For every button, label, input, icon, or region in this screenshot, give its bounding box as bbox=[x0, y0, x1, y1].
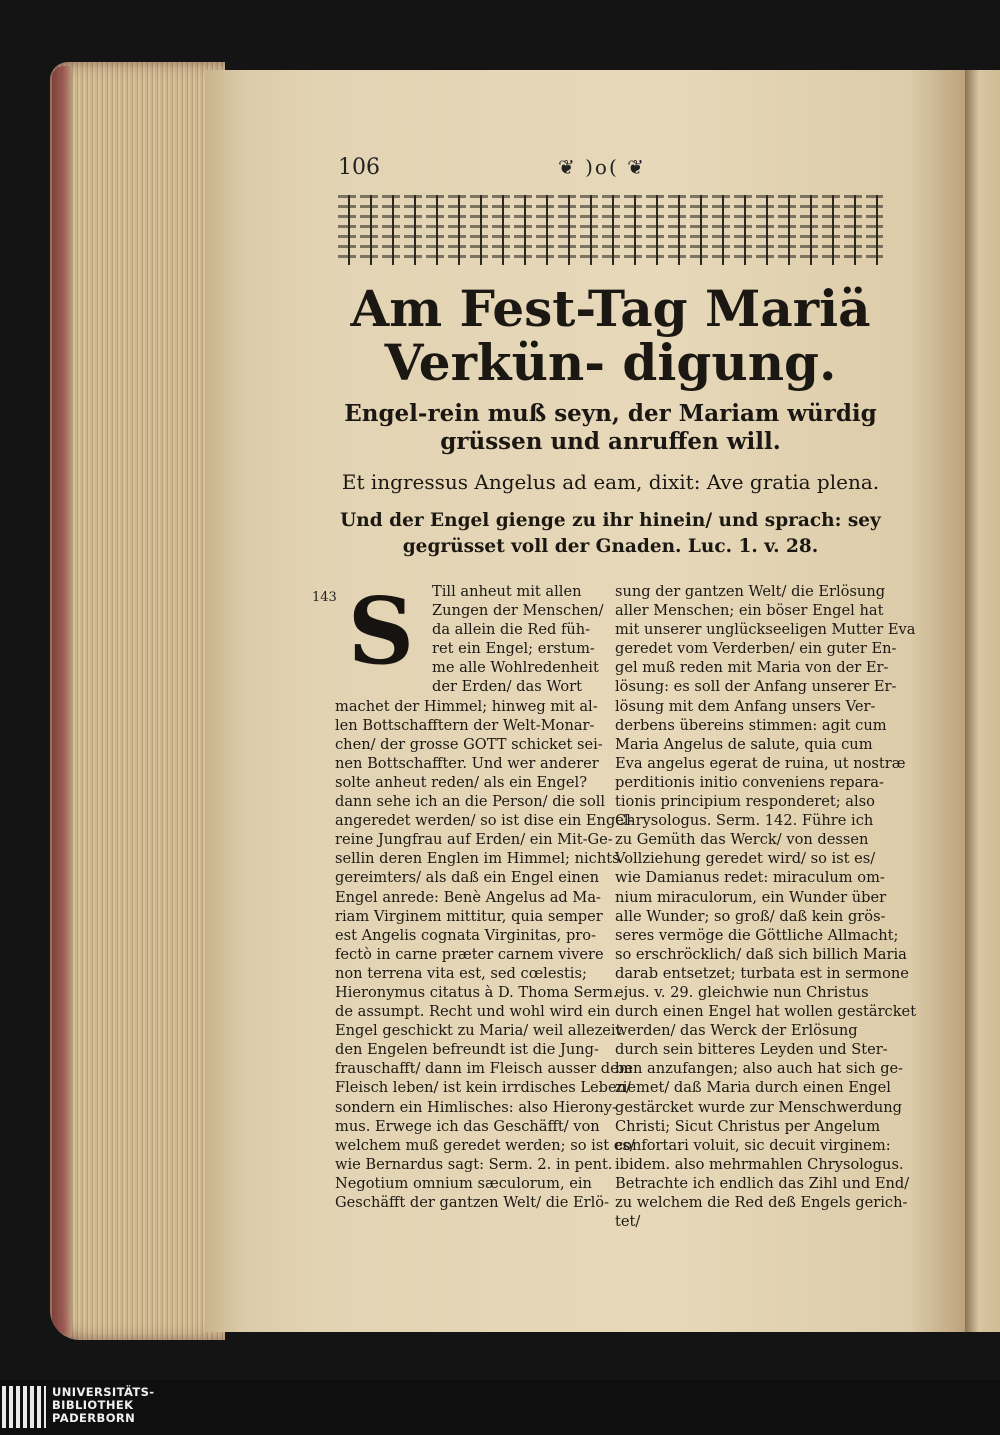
text-line: seres vermöge die Göttliche Allmacht; bbox=[615, 926, 899, 944]
german-motto: Und der Engel gienge zu ihr hinein/ und sprach: sey gegrüsset voll der Gnaden. Luc. 1. v. 28. bbox=[340, 510, 881, 557]
text-line: gestärcket wurde zur Menschwerdung bbox=[615, 1098, 902, 1116]
chapter-title: Am Fest-Tag Mariä Verkün- digung. bbox=[350, 279, 871, 392]
page-number: 106 bbox=[338, 155, 380, 180]
left-text-column bbox=[335, 577, 635, 1212]
ornamental-band bbox=[338, 195, 883, 265]
margin-number: 143 bbox=[312, 590, 337, 605]
library-logo-icon bbox=[2, 1386, 46, 1428]
text-line: machet der Himmel; hinweg mit al- bbox=[335, 697, 598, 715]
text-line: reine Jungfrau auf Erden/ ein Mit-Ge- bbox=[335, 831, 613, 849]
text-line: solte anheut reden/ als ein Engel? bbox=[335, 773, 588, 791]
text-line: den Engelen befreundt ist die Jung- bbox=[335, 1041, 599, 1059]
text-line: durch sein bitteres Leyden und Ster- bbox=[615, 1041, 888, 1059]
text-line: ibidem. also mehrmahlen Chrysologus. bbox=[615, 1155, 904, 1173]
text-line: tionis principium responderet; also bbox=[615, 793, 875, 811]
text-line: so erschröcklich/ daß sich billich Maria bbox=[615, 945, 907, 963]
text-line: ret ein Engel; erstum- bbox=[432, 640, 595, 658]
text-line: Maria Angelus de salute, quia cum bbox=[615, 735, 873, 753]
decorated-initial: S bbox=[347, 577, 415, 685]
text-line: wie Bernardus sagt: Serm. 2. in pent. bbox=[335, 1155, 613, 1173]
text-line: zu Gemüth das Werck/ von dessen bbox=[615, 831, 869, 849]
right-text-column bbox=[615, 582, 917, 1231]
text-line: durch einen Engel hat wollen gestärcket bbox=[615, 1003, 917, 1021]
text-line: sondern ein Himlisches: also Hierony- bbox=[335, 1098, 617, 1116]
text-line: wie Damianus redet: miraculum om- bbox=[615, 869, 885, 887]
logo-line-3: PADERBORN bbox=[52, 1411, 136, 1425]
chapter-subtitle: Engel-rein muß seyn, der Mariam würdig grüssen und anruffen will. bbox=[344, 400, 877, 455]
text-line: werden/ das Werck der Erlösung bbox=[615, 1022, 858, 1040]
text-line: ejus. v. 29. gleichwie nun Christus bbox=[615, 983, 869, 1001]
facing-page-edge bbox=[965, 70, 1000, 1332]
text-line: nium miraculorum, ein Wunder über bbox=[615, 888, 887, 906]
text-line: da allein die Red füh- bbox=[432, 621, 591, 639]
red-page-edge bbox=[52, 66, 72, 1336]
text-line: gereimters/ als daß ein Engel einen bbox=[335, 869, 599, 887]
text-line: ziemet/ daß Maria durch einen Engel bbox=[615, 1079, 891, 1097]
text-line: non terrena vita est, sed cœlestis; bbox=[335, 964, 587, 982]
text-line: welchem muß geredet werden; so ist es/ bbox=[335, 1136, 635, 1154]
text-line: darab entsetzet; turbata est in sermone bbox=[615, 964, 909, 982]
text-line: mit unserer unglückseeligen Mutter Eva bbox=[615, 621, 916, 639]
text-line: Till anheut mit allen bbox=[432, 583, 582, 600]
text-line: est Angelis cognata Virginitas, pro- bbox=[335, 926, 596, 944]
text-line: fectò in carne præter carnem vivere bbox=[335, 945, 604, 963]
text-line: nen Bottschaffter. Und wer anderer bbox=[335, 754, 599, 772]
text-line: tet/ bbox=[615, 1213, 641, 1231]
text-line: gel muß reden mit Maria von der Er- bbox=[615, 659, 889, 677]
library-logo-text bbox=[52, 1386, 154, 1425]
text-line: Zungen der Menschen/ bbox=[432, 602, 604, 620]
logo-line-1: UNIVERSITÄTS- bbox=[52, 1385, 155, 1399]
text-line: derbens übereins stimmen: agit cum bbox=[615, 716, 887, 734]
text-line: angeredet werden/ so ist dise ein Engel- bbox=[335, 812, 634, 830]
text-line: Geschäfft der gantzen Welt/ die Erlö- bbox=[335, 1194, 610, 1211]
text-line: me alle Wohlredenheit bbox=[432, 659, 599, 677]
text-line: der Erden/ das Wort bbox=[432, 678, 582, 696]
text-line: Chrysologus. Serm. 142. Führe ich bbox=[615, 812, 874, 830]
text-line: len Bottschafftern der Welt-Monar- bbox=[335, 716, 595, 734]
running-ornament: ❦ )o( ❦ bbox=[558, 155, 646, 179]
text-line: Betrachte ich endlich das Zihl und End/ bbox=[615, 1174, 910, 1192]
text-line: chen/ der grosse GOTT schicket sei- bbox=[335, 735, 603, 753]
text-line: Christi; Sicut Christus per Angelum bbox=[615, 1117, 881, 1135]
text-line: ben anzufangen; also auch hat sich ge- bbox=[615, 1060, 904, 1078]
text-line: lösung: es soll der Anfang unserer Er- bbox=[615, 678, 897, 696]
text-line: de assumpt. Recht und wohl wird ein bbox=[335, 1003, 611, 1021]
text-line: zu welchem die Red deß Engels gerich- bbox=[615, 1194, 908, 1211]
text-line: sung der gantzen Welt/ die Erlösung bbox=[615, 583, 886, 600]
page-edges bbox=[50, 62, 225, 1340]
text-line: Fleisch leben/ ist kein irrdisches Leben/ bbox=[335, 1079, 631, 1097]
text-line: dann sehe ich an die Person/ die soll bbox=[335, 793, 606, 811]
text-line: lösung mit dem Anfang unsers Ver- bbox=[615, 697, 876, 715]
text-line: Negotium omnium sæculorum, ein bbox=[335, 1174, 592, 1192]
text-line: Vollziehung geredet wird/ so ist es/ bbox=[615, 850, 876, 868]
text-line: aller Menschen; ein böser Engel hat bbox=[615, 602, 884, 620]
logo-line-2: BIBLIOTHEK bbox=[52, 1398, 134, 1412]
text-line: geredet vom Verderben/ ein guter En- bbox=[615, 640, 897, 658]
text-line: perditionis initio conveniens repara- bbox=[615, 773, 884, 791]
text-line: Hieronymus citatus à D. Thoma Serm. bbox=[335, 983, 618, 1001]
text-line: Engel anrede: Benè Angelus ad Ma- bbox=[335, 888, 601, 906]
latin-motto: Et ingressus Angelus ad eam, dixit: Ave gratia plena. bbox=[341, 470, 880, 494]
text-line: riam Virginem mittitur, quia semper bbox=[335, 907, 603, 925]
text-line: Eva angelus egerat de ruina, ut nostræ bbox=[615, 754, 906, 772]
text-line: frauschafft/ dann im Fleisch ausser dem bbox=[335, 1060, 633, 1078]
text-line: sellin deren Englen im Himmel; nichts bbox=[335, 850, 620, 868]
text-line: Engel geschickt zu Maria/ weil allezeit bbox=[335, 1022, 622, 1040]
text-line: mus. Erwege ich das Geschäfft/ von bbox=[335, 1117, 600, 1135]
text-line: alle Wunder; so groß/ daß kein grös- bbox=[615, 907, 886, 925]
text-line: confortari voluit, sic decuit virginem: bbox=[615, 1136, 891, 1154]
